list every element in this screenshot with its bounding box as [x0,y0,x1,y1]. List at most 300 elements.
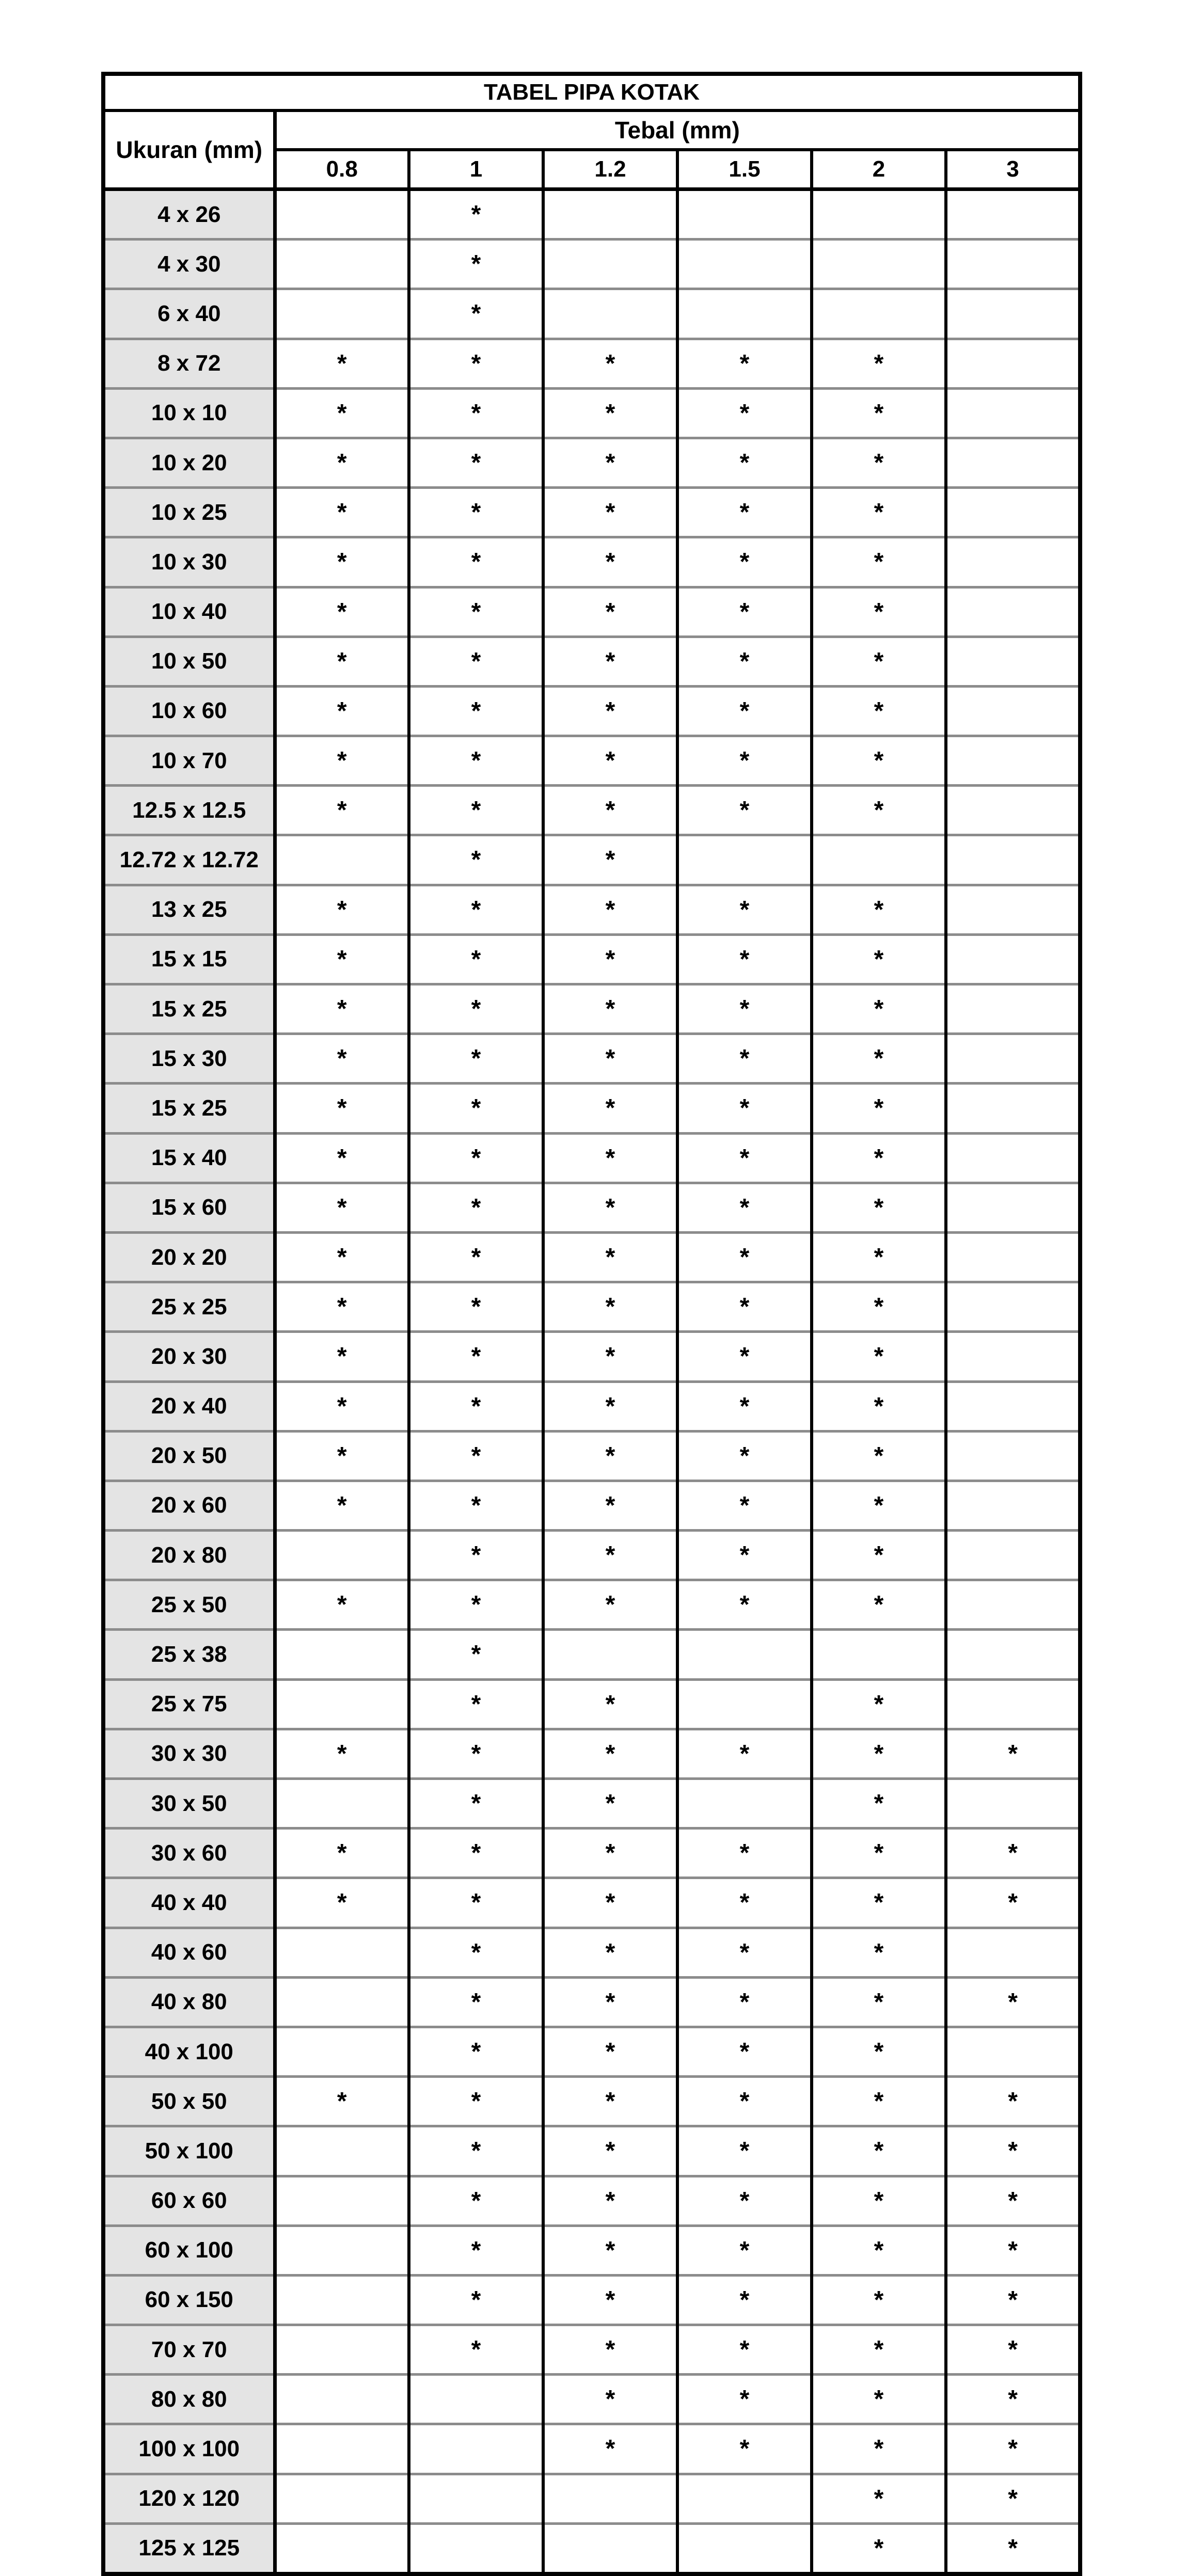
availability-mark-cell: * [543,1679,677,1729]
table-row [103,1828,1080,1878]
size-label: 15 x 15 [103,934,275,984]
availability-mark-cell: * [677,1381,812,1431]
availability-mark-cell: * [946,2275,1080,2325]
availability-empty-cell [275,2126,409,2176]
availability-mark-cell: * [812,339,946,388]
availability-mark-cell: * [409,637,543,686]
availability-mark-cell: * [812,736,946,786]
availability-mark-cell: * [409,1630,543,1679]
availability-empty-cell [275,240,409,289]
table-row [103,934,1080,984]
availability-mark-cell: * [677,488,812,537]
availability-mark-cell: * [677,438,812,487]
table-row [103,835,1080,885]
availability-mark-cell: * [812,388,946,438]
availability-mark-cell: * [275,1282,409,1332]
availability-mark-cell: * [812,934,946,984]
table-row [103,2225,1080,2275]
availability-empty-cell [677,1630,812,1679]
availability-mark-cell: * [275,1232,409,1282]
availability-mark-cell: * [543,1431,677,1481]
availability-mark-cell: * [409,1679,543,1729]
size-label: 25 x 75 [103,1679,275,1729]
availability-mark-cell: * [543,587,677,637]
availability-empty-cell [812,240,946,289]
table-row [103,885,1080,934]
availability-mark-cell: * [409,1531,543,1580]
availability-empty-cell [946,984,1080,1034]
table-row [103,2325,1080,2375]
availability-mark-cell: * [543,984,677,1034]
availability-mark-cell: * [677,587,812,637]
availability-mark-cell: * [812,1580,946,1630]
availability-empty-cell [946,1580,1080,1630]
availability-mark-cell: * [409,984,543,1034]
availability-mark-cell: * [812,1828,946,1878]
availability-empty-cell [275,2375,409,2424]
availability-empty-cell [946,1232,1080,1282]
availability-mark-cell: * [275,686,409,736]
availability-empty-cell [275,1928,409,1977]
availability-empty-cell [946,686,1080,736]
availability-mark-cell: * [409,934,543,984]
availability-mark-cell: * [409,1878,543,1928]
table-row [103,240,1080,289]
availability-empty-cell [946,1084,1080,1133]
availability-empty-cell [946,240,1080,289]
availability-empty-cell [812,289,946,339]
table-row [103,2424,1080,2474]
availability-mark-cell: * [812,537,946,587]
availability-empty-cell [946,537,1080,587]
availability-mark-cell: * [677,2375,812,2424]
size-label: 40 x 40 [103,1878,275,1928]
table-row [103,2523,1080,2574]
availability-mark-cell: * [409,1580,543,1630]
availability-mark-cell: * [946,2474,1080,2523]
table-row [103,2176,1080,2225]
availability-mark-cell: * [812,2225,946,2275]
availability-mark-cell: * [812,1431,946,1481]
thickness-value-header: 0.8 [275,150,409,189]
availability-mark-cell: * [409,189,543,240]
size-label: 10 x 20 [103,438,275,487]
availability-mark-cell: * [409,2027,543,2076]
availability-mark-cell: * [543,1282,677,1332]
table-row [103,1531,1080,1580]
availability-mark-cell: * [543,2375,677,2424]
availability-mark-cell: * [275,934,409,984]
availability-mark-cell: * [812,1928,946,1977]
availability-mark-cell: * [677,2126,812,2176]
availability-mark-cell: * [812,1282,946,1332]
availability-mark-cell: * [812,2275,946,2325]
availability-mark-cell: * [543,2126,677,2176]
availability-mark-cell: * [275,1481,409,1530]
size-label: 40 x 100 [103,2027,275,2076]
availability-mark-cell: * [677,984,812,1034]
availability-mark-cell: * [946,2523,1080,2574]
availability-mark-cell: * [946,2325,1080,2375]
size-label: 125 x 125 [103,2523,275,2574]
availability-mark-cell: * [409,488,543,537]
availability-mark-cell: * [409,1779,543,1828]
availability-mark-cell: * [812,1332,946,1381]
size-label: 40 x 80 [103,1977,275,2027]
availability-mark-cell: * [543,2325,677,2375]
availability-mark-cell: * [812,637,946,686]
availability-empty-cell [543,240,677,289]
availability-mark-cell: * [543,1580,677,1630]
availability-mark-cell: * [677,1133,812,1183]
availability-empty-cell [677,835,812,885]
availability-mark-cell: * [812,2375,946,2424]
availability-empty-cell [275,2424,409,2474]
availability-empty-cell [946,1630,1080,1679]
availability-empty-cell [946,637,1080,686]
thickness-value-header: 3 [946,150,1080,189]
availability-empty-cell [677,189,812,240]
availability-mark-cell: * [543,1878,677,1928]
availability-empty-cell [677,1779,812,1828]
availability-mark-cell: * [543,1084,677,1133]
availability-empty-cell [275,2027,409,2076]
availability-mark-cell: * [275,488,409,537]
availability-mark-cell: * [409,1034,543,1084]
availability-mark-cell: * [812,885,946,934]
availability-empty-cell [946,1332,1080,1381]
availability-mark-cell: * [275,2077,409,2126]
table-row [103,189,1080,240]
size-label: 60 x 150 [103,2275,275,2325]
availability-empty-cell [946,1431,1080,1481]
availability-empty-cell [946,1034,1080,1084]
availability-empty-cell [946,388,1080,438]
table-row [103,1878,1080,1928]
size-label: 20 x 20 [103,1232,275,1282]
availability-mark-cell: * [275,1133,409,1183]
availability-mark-cell: * [409,1332,543,1381]
availability-empty-cell [946,1183,1080,1232]
availability-mark-cell: * [409,1928,543,1977]
table-title: TABEL PIPA KOTAK [103,74,1080,110]
availability-mark-cell: * [409,1381,543,1431]
availability-empty-cell [946,1679,1080,1729]
availability-mark-cell: * [409,1431,543,1481]
thickness-value-header: 1.2 [543,150,677,189]
size-label: 20 x 40 [103,1381,275,1431]
table-row [103,2275,1080,2325]
availability-mark-cell: * [677,2176,812,2225]
size-label: 60 x 60 [103,2176,275,2225]
availability-mark-cell: * [946,1729,1080,1778]
table-row [103,388,1080,438]
table-row [103,2077,1080,2126]
availability-mark-cell: * [409,1282,543,1332]
availability-empty-cell [275,2225,409,2275]
table-row [103,1481,1080,1530]
availability-mark-cell: * [275,388,409,438]
table-row [103,1282,1080,1332]
availability-mark-cell: * [275,438,409,487]
availability-mark-cell: * [677,2424,812,2474]
availability-mark-cell: * [677,2077,812,2126]
availability-empty-cell [409,2424,543,2474]
availability-mark-cell: * [677,2325,812,2375]
availability-mark-cell: * [543,2077,677,2126]
availability-mark-cell: * [409,1729,543,1778]
availability-mark-cell: * [275,537,409,587]
availability-mark-cell: * [409,736,543,786]
availability-empty-cell [409,2375,543,2424]
availability-mark-cell: * [275,1183,409,1232]
availability-mark-cell: * [409,289,543,339]
availability-mark-cell: * [946,1878,1080,1928]
availability-mark-cell: * [812,2325,946,2375]
table-row [103,1630,1080,1679]
table-row [103,984,1080,1034]
availability-empty-cell [946,1481,1080,1530]
size-label: 25 x 25 [103,1282,275,1332]
availability-empty-cell [946,289,1080,339]
availability-mark-cell: * [677,1282,812,1332]
availability-mark-cell: * [409,2275,543,2325]
size-label: 30 x 50 [103,1779,275,1828]
availability-mark-cell: * [543,1133,677,1183]
table-row [103,786,1080,835]
availability-mark-cell: * [543,339,677,388]
availability-empty-cell [275,1630,409,1679]
availability-mark-cell: * [812,984,946,1034]
availability-empty-cell [543,289,677,339]
table-row [103,2474,1080,2523]
table-row [103,1779,1080,1828]
availability-empty-cell [946,1381,1080,1431]
availability-mark-cell: * [543,1034,677,1084]
size-label: 40 x 60 [103,1928,275,1977]
size-label: 30 x 30 [103,1729,275,1778]
size-label: 50 x 100 [103,2126,275,2176]
table-row [103,2375,1080,2424]
availability-mark-cell: * [409,1084,543,1133]
availability-mark-cell: * [543,488,677,537]
availability-mark-cell: * [543,1828,677,1878]
availability-mark-cell: * [543,835,677,885]
availability-mark-cell: * [677,1183,812,1232]
thickness-value-header: 1.5 [677,150,812,189]
availability-empty-cell [275,1779,409,1828]
table-row [103,438,1080,487]
availability-mark-cell: * [543,1779,677,1828]
availability-mark-cell: * [543,637,677,686]
availability-mark-cell: * [409,2077,543,2126]
availability-mark-cell: * [812,488,946,537]
table-row [103,537,1080,587]
table-row [103,1084,1080,1133]
table-row [103,1729,1080,1778]
availability-mark-cell: * [543,1928,677,1977]
availability-mark-cell: * [275,885,409,934]
availability-mark-cell: * [409,2126,543,2176]
availability-mark-cell: * [812,438,946,487]
availability-mark-cell: * [409,388,543,438]
availability-empty-cell [275,2474,409,2523]
availability-mark-cell: * [946,2225,1080,2275]
size-label: 70 x 70 [103,2325,275,2375]
availability-empty-cell [946,1133,1080,1183]
size-label: 20 x 80 [103,1531,275,1580]
availability-mark-cell: * [543,2176,677,2225]
availability-mark-cell: * [812,1481,946,1530]
size-label: 10 x 25 [103,488,275,537]
size-column-header: Ukuran (mm) [103,110,275,189]
availability-mark-cell: * [409,1977,543,2027]
availability-mark-cell: * [812,2126,946,2176]
availability-mark-cell: * [409,1828,543,1878]
availability-mark-cell: * [812,2176,946,2225]
availability-mark-cell: * [409,1481,543,1530]
availability-mark-cell: * [409,1183,543,1232]
table-row [103,2027,1080,2076]
pipe-table-sheet [101,72,1082,2576]
table-row [103,1977,1080,2027]
availability-mark-cell: * [409,885,543,934]
size-label: 25 x 38 [103,1630,275,1679]
size-label: 80 x 80 [103,2375,275,2424]
availability-mark-cell: * [543,1232,677,1282]
availability-mark-cell: * [812,1034,946,1084]
table-row [103,1381,1080,1431]
size-label: 15 x 40 [103,1133,275,1183]
availability-mark-cell: * [543,1531,677,1580]
availability-empty-cell [543,2523,677,2574]
availability-mark-cell: * [946,2176,1080,2225]
availability-mark-cell: * [543,885,677,934]
size-label: 15 x 25 [103,984,275,1034]
size-label: 25 x 50 [103,1580,275,1630]
availability-mark-cell: * [275,786,409,835]
thickness-group-header: Tebal (mm) [275,110,1080,150]
table-row [103,1928,1080,1977]
availability-mark-cell: * [812,587,946,637]
availability-empty-cell [812,1630,946,1679]
availability-mark-cell: * [677,2275,812,2325]
availability-mark-cell: * [543,934,677,984]
size-label: 15 x 25 [103,1084,275,1133]
size-label: 20 x 30 [103,1332,275,1381]
availability-mark-cell: * [677,786,812,835]
table-row [103,339,1080,388]
availability-empty-cell [677,1679,812,1729]
availability-empty-cell [275,1531,409,1580]
table-row [103,1431,1080,1481]
size-label: 15 x 30 [103,1034,275,1084]
availability-mark-cell: * [812,1531,946,1580]
pipe-size-availability-table [101,72,1082,2576]
availability-empty-cell [275,2325,409,2375]
availability-mark-cell: * [275,1084,409,1133]
availability-mark-cell: * [543,388,677,438]
availability-mark-cell: * [677,1928,812,1977]
title-row [103,74,1080,110]
availability-empty-cell [275,289,409,339]
availability-mark-cell: * [275,1431,409,1481]
availability-mark-cell: * [812,1133,946,1183]
availability-mark-cell: * [946,1977,1080,2027]
availability-mark-cell: * [409,537,543,587]
availability-mark-cell: * [543,1381,677,1431]
availability-mark-cell: * [275,637,409,686]
availability-mark-cell: * [543,1977,677,2027]
availability-empty-cell [946,1282,1080,1332]
availability-mark-cell: * [543,537,677,587]
availability-empty-cell [409,2474,543,2523]
availability-mark-cell: * [812,2077,946,2126]
availability-mark-cell: * [409,1232,543,1282]
size-label: 10 x 50 [103,637,275,686]
table-row [103,289,1080,339]
table-row [103,1332,1080,1381]
availability-empty-cell [946,786,1080,835]
availability-mark-cell: * [409,1133,543,1183]
availability-mark-cell: * [543,786,677,835]
availability-mark-cell: * [812,1729,946,1778]
availability-mark-cell: * [543,736,677,786]
availability-mark-cell: * [275,587,409,637]
size-label: 13 x 25 [103,885,275,934]
availability-mark-cell: * [677,339,812,388]
table-row [103,1679,1080,1729]
availability-empty-cell [946,835,1080,885]
availability-empty-cell [946,587,1080,637]
availability-mark-cell: * [409,587,543,637]
table-body [103,189,1080,2574]
availability-empty-cell [543,2474,677,2523]
availability-empty-cell [946,488,1080,537]
availability-empty-cell [275,1679,409,1729]
size-label: 4 x 30 [103,240,275,289]
availability-mark-cell: * [543,2424,677,2474]
availability-mark-cell: * [677,2225,812,2275]
availability-empty-cell [275,2176,409,2225]
availability-empty-cell [946,1531,1080,1580]
availability-mark-cell: * [409,438,543,487]
size-label: 100 x 100 [103,2424,275,2474]
availability-mark-cell: * [677,686,812,736]
size-label: 10 x 40 [103,587,275,637]
availability-empty-cell [946,736,1080,786]
availability-mark-cell: * [275,1381,409,1431]
size-label: 10 x 70 [103,736,275,786]
size-label: 30 x 60 [103,1828,275,1878]
availability-mark-cell: * [543,686,677,736]
availability-empty-cell [946,339,1080,388]
size-label: 10 x 60 [103,686,275,736]
availability-empty-cell [275,189,409,240]
availability-mark-cell: * [812,2424,946,2474]
size-label: 15 x 60 [103,1183,275,1232]
availability-mark-cell: * [409,2176,543,2225]
availability-mark-cell: * [946,2375,1080,2424]
thickness-value-header: 1 [409,150,543,189]
availability-empty-cell [812,189,946,240]
availability-empty-cell [677,2474,812,2523]
availability-empty-cell [946,1779,1080,1828]
table-row [103,736,1080,786]
availability-mark-cell: * [812,1779,946,1828]
availability-mark-cell: * [275,1580,409,1630]
availability-mark-cell: * [812,1878,946,1928]
